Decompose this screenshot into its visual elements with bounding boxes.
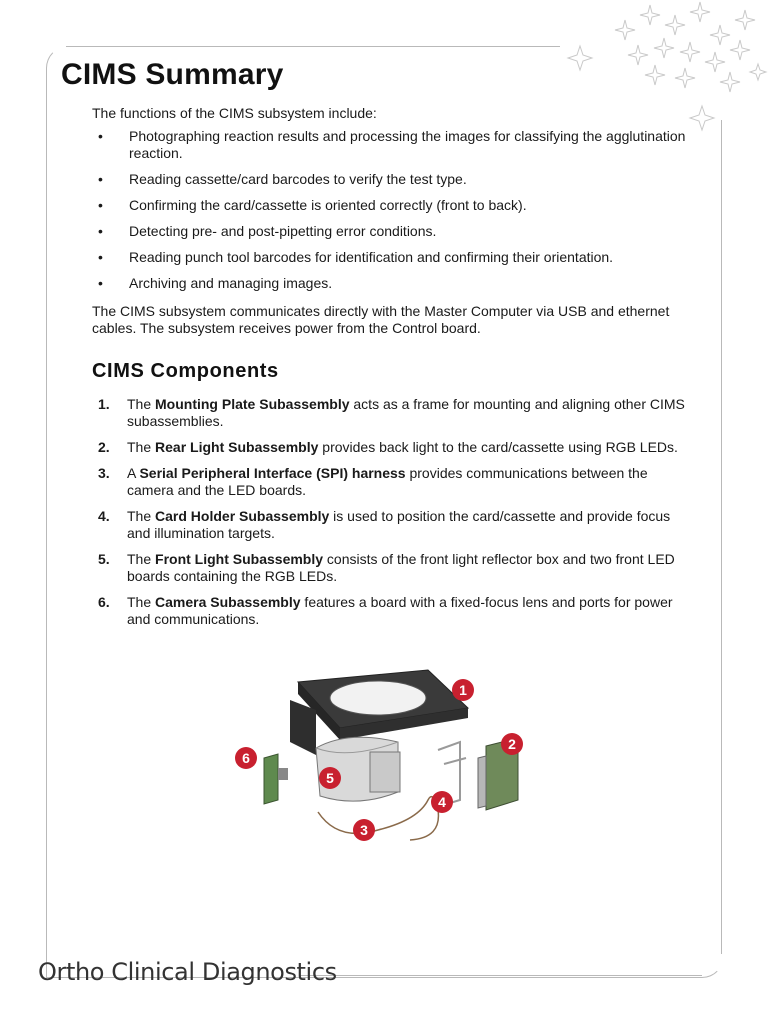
svg-text:1: 1 [459,682,467,698]
item-prefix: A [127,465,140,481]
callout-2 [501,733,523,755]
item-number: 5. [98,551,110,567]
item-description: is used to position the card/cassette and provide focus and illumination targets. [127,508,671,541]
list-item: • Reading punch tool barcodes for identification and confirming their orientation. [92,249,692,266]
spi-harness-illustration [318,797,438,840]
component-name: Mounting Plate Subassembly [155,396,350,412]
svg-text:6: 6 [242,750,250,766]
item-prefix: The [127,396,156,412]
item-number: 6. [98,594,110,610]
item-prefix: The [127,439,156,455]
item-description: provides back light to the card/cassette using RGB LEDs. [318,439,678,455]
callout-1 [452,679,474,701]
svg-text:3: 3 [360,822,368,838]
page-title: CIMS Summary [61,58,284,91]
component-name: Serial Peripheral Interface (SPI) harness [139,465,406,481]
list-item: • Photographing reaction results and processing the images for classifying the agglutination reaction. [92,128,692,162]
list-item [92,396,692,430]
list-item [92,465,692,499]
sparkle-pattern-icon [560,0,768,135]
list-item: • Detecting pre- and post-pipetting error conditions. [92,223,692,240]
item-prefix: The [127,551,156,567]
item-number: 2. [98,439,110,455]
list-item [92,439,692,456]
cims-exploded-diagram [228,660,528,850]
function-bullet-list [92,128,692,301]
component-name: Camera Subassembly [155,594,301,610]
frame-right-rule [721,120,722,954]
list-item [92,594,692,628]
list-item: • Archiving and managing images. [92,275,692,292]
frame-bottom-rule [300,975,702,976]
list-item: • Reading cassette/card barcodes to verify the test type. [92,171,692,188]
item-description: features a board with a fixed-focus lens and ports for power and communications. [127,594,673,627]
callout-4 [431,791,453,813]
list-item [92,508,692,542]
intro-text: The functions of the CIMS subsystem include: [92,105,377,121]
callout-3 [353,819,375,841]
component-name: Card Holder Subassembly [155,508,330,524]
components-list [92,396,692,637]
svg-text:4: 4 [438,794,446,810]
svg-text:2: 2 [508,736,516,752]
item-number: 3. [98,465,110,481]
component-name: Front Light Subassembly [155,551,324,567]
ortho-clinical-logo: Ortho Clinical Diagnostics [38,958,337,986]
list-item: • Confirming the card/cassette is oriented correctly (front to back). [92,197,692,214]
item-prefix: The [127,594,156,610]
item-description: provides communications between the camera and the LED boards. [127,465,648,498]
communication-paragraph: The CIMS subsystem communicates directly with the Master Computer via USB and ethernet cables. The subsystem receives power from the Control board. [92,303,670,336]
callout-5 [319,767,341,789]
components-heading: CIMS Components [92,360,279,382]
callout-6 [235,747,257,769]
list-item [92,551,692,585]
item-description: acts as a frame for mounting and aligning other CIMS subassemblies. [127,396,685,429]
item-prefix: The [127,508,156,524]
item-number: 1. [98,396,110,412]
svg-text:5: 5 [326,770,334,786]
frame-top-rule [66,46,560,47]
camera-board-illustration [264,754,288,804]
component-name: Rear Light Subassembly [155,439,319,455]
item-description: consists of the front light reflector box and two front LED boards containing the RGB LEDs. [127,551,675,584]
item-number: 4. [98,508,110,524]
